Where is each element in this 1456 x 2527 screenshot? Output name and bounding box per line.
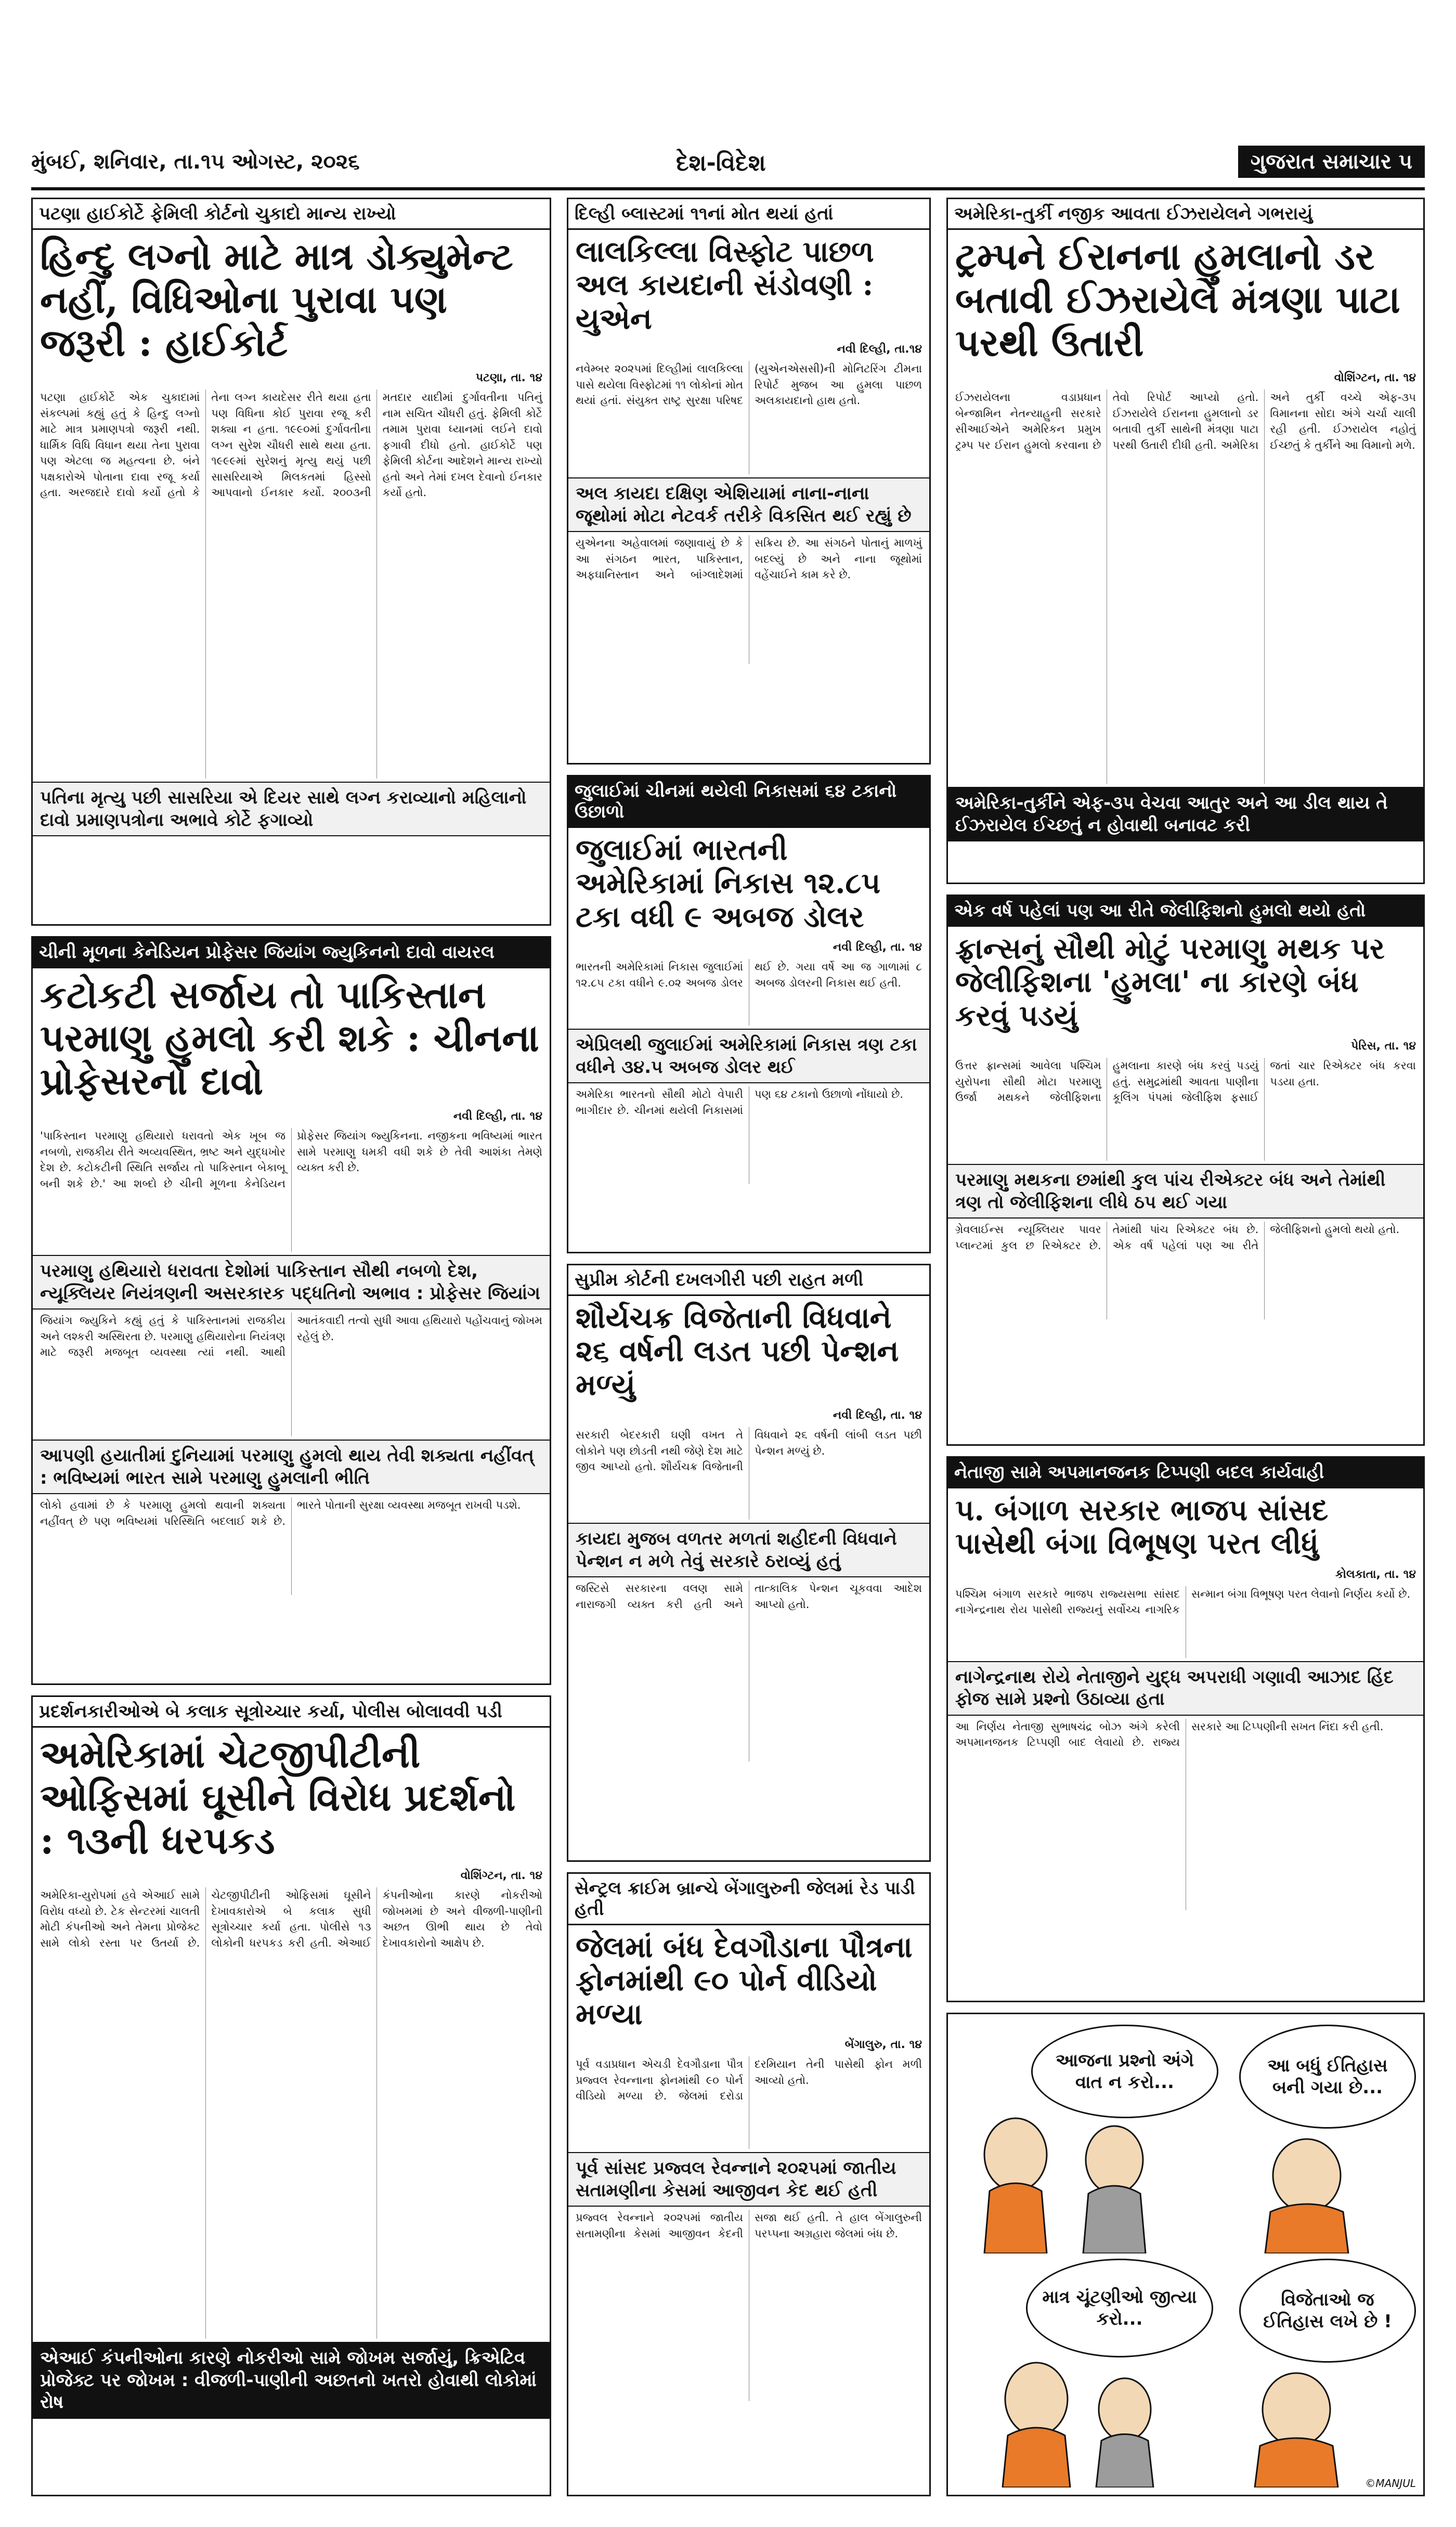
story-chatgpt-protest xyxy=(31,1695,551,2496)
story-bengal-award xyxy=(946,1456,1425,2002)
story-body: પૂર્વ વડાપ્રધાન એચડી દેવગૌડાના પૌત્ર પ્રજ્વલ રેવન્નાના ફોનમાંથી ૯૦ પોર્ન વીડિયો મળ્યા છે. જેલમાં દરોડા દરમિયાન તેની પાસેથી ફોન મળી આવ્યો હતો. xyxy=(576,2058,922,2103)
story-france-jellyfish xyxy=(946,895,1425,1446)
story-israel-trump xyxy=(946,198,1425,884)
story-dateline: વોશિંગ્ટન, તા. ૧૪ xyxy=(1334,371,1416,385)
speech-bubble: માત્ર ચૂંટણીઓ જીત્યા કરો... xyxy=(1026,2259,1213,2357)
story-kicker: જુલાઈમાં ચીનમાં થયેલી નિકાસમાં ૬૪ ટકાનો ઉછાળો xyxy=(568,776,929,828)
masthead xyxy=(31,146,1425,182)
editorial-cartoon xyxy=(946,2013,1425,2496)
story-headline: જેલમાં બંધ દેવગૌડાના પૌત્રના ફોનમાંથી ૯૦ પોર્ન વીડિયો મળ્યા xyxy=(576,1930,913,2031)
story-dateline: બેંગાલુરુ, તા. ૧૪ xyxy=(844,2038,922,2052)
story-headline: લાલકિલ્લા વિસ્ફોટ પાછળ અલ કાયદાની સંડોવણી : યુએન xyxy=(576,235,874,336)
story-shaurya-chakra xyxy=(567,1264,931,1862)
story-body-2: જસ્ટિસે સરકારના વલણ સામે નારાજગી વ્યક્ત કરી હતી અને તાત્કાલિક પેન્શન ચૂકવવા આદેશ આપ્યો હતો. xyxy=(576,1582,922,1611)
story-body-2: પ્રજ્વલ રેવન્નાને ૨૦૨૫માં જાતીય સતામણીના કેસમાં આજીવન કેદની સજા થઈ હતી. તે હાલ બેંગાલુરુની પરપ્પના અગ્રહારા જેલમાં બંધ છે. xyxy=(576,2211,922,2240)
section-title: દેશ-વિદેશ xyxy=(676,150,766,176)
cartoon-figure-bottom-right xyxy=(1192,2368,1411,2487)
story-devegowda-grandson xyxy=(567,1872,931,2496)
story-body: પશ્ચિમ બંગાળ સરકારે ભાજપ રાજ્યસભા સાંસદ નાગેન્દ્રનાથ રોય પાસેથી રાજ્યનું સર્વોચ્ચ નાગરિક સન્માન બંગા વિભૂષણ પરત લેવાનો નિર્ણય કર્યો છે. xyxy=(955,1587,1411,1616)
story-dateline: નવી દિલ્હી, તા.૧૪ xyxy=(837,343,922,356)
story-body: નવેમ્બર ૨૦૨૫માં દિલ્હીમાં લાલકિલ્લા પાસે થયેલા વિસ્ફોટમાં ૧૧ લોકોનાં મોત થયાં હતાં. સંયુક્ત રાષ્ટ્ર સુરક્ષા પરિષદ (યુએનએસસી)ની મોનિટરિંગ ટીમના રિપોર્ટ મુજબ આ હુમલા પાછળ અલકાયદાનો હાથ હતો. xyxy=(576,362,922,407)
cartoon-figure-top-right xyxy=(1192,2134,1411,2253)
story-subhead: એઆઈ કંપનીઓના કારણે નોકરીઓ સામે જોખમ સર્જાયું, ક્રિએટિવ પ્રોજેક્ટ પર જોખમ : વીજળી-પાણીની અછતનો ખતરો હોવાથી લોકોમાં રોષ xyxy=(33,2342,550,2419)
story-body: અમેરિકા-યુરોપમાં હવે એઆઈ સામે વિરોધ વધ્યો છે. ટેક સેન્ટરમાં ચાલતી મોટી કંપનીઓ અને તેમના પ્રોજેક્ટ સામે લોકો રસ્તા પર ઉતર્યા છે. ચેટજીપીટીની ઓફિસમાં ઘૂસીને દેખાવકારોએ બે કલાક સુધી સૂત્રોચ્ચાર કર્યા હતા. પોલીસે ૧૩ લોકોની ધરપકડ કરી હતી. એઆઈ કંપનીઓના કારણે નોકરીઓ જોખમમાં છે અને વીજળી-પાણીની અછત ઊભી થાય છે તેવો દેખાવકારોનો આક્ષેપ છે. xyxy=(40,1889,542,1949)
story-headline: શૌર્યચક્ર વિજેતાની વિધવાને ૨૬ વર્ષની લડત પછી પેન્શન મળ્યું xyxy=(576,1301,899,1402)
story-kicker: અમેરિકા-તુર્કી નજીક આવતા ઈઝરાયેલને ગભરાયું xyxy=(948,199,1423,230)
story-body-2: આ નિર્ણય નેતાજી સુભાષચંદ્ર બોઝ અંગે કરેલી અપમાનજનક ટિપ્પણી બાદ લેવાયો છે. રાજ્ય સરકારે આ ટિપ્પણીની સખત નિંદા કરી હતી. xyxy=(955,1720,1384,1749)
story-body-2: ગ્રેવલાઈન્સ ન્યૂક્લિયર પાવર પ્લાન્ટમાં કુલ છ રિએક્ટર છે. તેમાંથી પાંચ રિએક્ટર બંધ છે. એક વર્ષ પહેલાં પણ આ રીતે જેલીફિશનો હુમલો થયો હતો. xyxy=(955,1223,1400,1252)
story-patna-court xyxy=(31,198,551,926)
story-us-exports xyxy=(567,775,931,1253)
story-dateline: કોલકાતા, તા. ૧૪ xyxy=(1335,1567,1416,1581)
cartoon-figures-top-left xyxy=(958,2108,1177,2253)
story-dateline: નવી દિલ્હી, તા. ૧૪ xyxy=(833,1409,922,1422)
story-dateline: નવી દિલ્હી, તા. ૧૪ xyxy=(453,1110,542,1123)
top-rule xyxy=(31,187,1425,190)
story-body: 'પાકિસ્તાન પરમાણુ હથિયારો ધરાવતો એક ખૂબ જ નબળો, રાજકીય રીતે અવ્યવસ્થિત, ભ્રષ્ટ અને યુદ્ધખોર દેશ છે. કટોકટીની સ્થિતિ સર્જાય તો પાકિસ્તાન બેકાબૂ બની શકે છે.' આ શબ્દો છે ચીની મૂળના કેનેડિયન પ્રોફેસર જિયાંગ જ્યુકિનના. નજીકના ભવિષ્યમાં ભારત સામે પરમાણુ ધમકી વધી શકે છે તેવી આશંકા તેમણે વ્યક્ત કરી છે. xyxy=(40,1130,542,1190)
issue-date: મુંબઈ, શનિવાર, તા.૧૫ ઓગસ્ટ, ૨૦૨૬ xyxy=(31,150,360,174)
story-subhead: નાગેન્દ્રનાથ રોયે નેતાજીને યુદ્ધ અપરાધી ગણાવી આઝાદ હિંદ ફોજ સામે પ્રશ્નો ઉઠાવ્યા હતા xyxy=(948,1661,1423,1716)
story-dateline: વોશિંગ્ટન, તા. ૧૪ xyxy=(460,1869,542,1883)
story-headline: પ. બંગાળ સરકાર ભાજપ સાંસદ પાસેથી બંગા વિભૂષણ પરત લીધું xyxy=(955,1493,1329,1561)
story-subhead: પૂર્વ સાંસદ પ્રજ્વલ રેવન્નાને ૨૦૨૫માં જાતીય સતામણીના કેસમાં આજીવન કેદ થઈ હતી xyxy=(568,2152,929,2207)
story-subhead: અમેરિકા-તુર્કીને એફ-૩૫ વેચવા આતુર અને આ ડીલ થાય તે ઈઝરાયેલ ઈચ્છતું ન હોવાથી બનાવટ કરી xyxy=(948,787,1423,841)
cartoonist-signature: ©MANJUL xyxy=(1365,2477,1416,2490)
story-kicker: સુપ્રીમ કોર્ટની દખલગીરી પછી રાહત મળી xyxy=(568,1265,929,1296)
story-pakistan-nuclear xyxy=(31,936,551,1685)
story-body: સરકારી બેદરકારી ઘણી વખત તે લોકોને પણ છોડતી નથી જેણે દેશ માટે જીવ આપ્યો હતો. શૌર્યચક્ર વિજેતાની વિધવાને ૨૬ વર્ષની લાંબી લડત પછી પેન્શન મળ્યું છે. xyxy=(576,1429,922,1473)
story-body-3: લોકો હવામાં છે કે પરમાણુ હુમલો થવાની શક્યતા નહીંવત્ છે પણ ભવિષ્યમાં પરિસ્થિતિ બદલાઈ શકે છે. ભારતે પોતાની સુરક્ષા વ્યવસ્થા મજબૂત રાખવી પડશે. xyxy=(40,1499,521,1527)
story-subhead: અલ કાયદા દક્ષિણ એશિયામાં નાના-નાના જૂથોમાં મોટા નેટવર્ક તરીકે વિકસિત થઈ રહ્યું છે xyxy=(568,477,929,532)
story-body: ઉત્તર ફ્રાન્સમાં આવેલા પશ્ચિમ યુરોપના સૌથી મોટા પરમાણુ ઉર્જા મથકને જેલીફિશના હુમલાના કારણે બંધ કરવું પડયું હતું. સમુદ્રમાંથી આવતા પાણીના કૂલિંગ પંપમાં જેલીફિશ ફસાઈ જતાં ચાર રિએક્ટર બંધ કરવા પડયા હતા. xyxy=(955,1059,1416,1104)
story-headline: કટોકટી સર્જાય તો પાકિસ્તાન પરમાણુ હુમલો કરી શકે : ચીનના પ્રોફેસરનો દાવો xyxy=(40,973,539,1103)
story-subhead: કાયદા મુજબ વળતર મળતાં શહીદની વિધવાને પેન્શન ન મળે તેવું સરકારે ઠરાવ્યું હતું xyxy=(568,1523,929,1577)
speech-bubble: વિજેતાઓ જ ઈતિહાસ લખે છે ! xyxy=(1239,2259,1416,2363)
story-kicker: પટણા હાઈકોર્ટે ફેમિલી કોર્ટનો ચુકાદો માન્ય રાખ્યો xyxy=(33,199,550,230)
story-kicker: એક વર્ષ પહેલાં પણ આ રીતે જેલીફિશનો હુમલો થયો હતો xyxy=(948,896,1423,927)
story-body: ઈઝરાયેલના વડાપ્રધાન બેન્જામિન નેતન્યાહુની સરકારે સીઆઈએને અમેરિકન પ્રમુખ ટ્રમ્પ પર ઈરાન હુમલો કરવાના છે તેવો રિપોર્ટ આપ્યો હતો. ઈઝરાયેલે ઈરાનના હુમલાનો ડર બતાવી તુર્કી સાથેની મંત્રણા પાટા પરથી ઉતારી દીધી હતી. અમેરિકા અને તુર્કી વચ્ચે એફ-૩૫ વિમાનના સોદા અંગે ચર્ચા ચાલી રહી હતી. ઈઝરાયેલ નહોતું ઈચ્છતું કે તુર્કીને આ વિમાનો મળે. xyxy=(955,391,1416,451)
story-headline: ટ્રમ્પને ઈરાનના હુમલાનો ડર બતાવી ઈઝરાયેલે મંત્રણા પાટા પરથી ઉતારી xyxy=(955,234,1400,365)
cartoon-figures-bottom-left xyxy=(958,2352,1177,2487)
story-kicker: નેતાજી સામે અપમાનજનક ટિપ્પણી બદલ કાર્યવાહી xyxy=(948,1458,1423,1488)
story-subhead: પરમાણુ મથકના છમાંથી કુલ પાંચ રીએક્ટર બંધ અને તેમાંથી ત્રણ તો જેલીફિશના લીધે ઠપ થઈ ગયા xyxy=(948,1164,1423,1219)
story-subhead: એપ્રિલથી જુલાઈમાં અમેરિકામાં નિકાસ ત્રણ ટકા વધીને ૩૪.૫ અબજ ડોલર થઈ xyxy=(568,1029,929,1083)
story-headline: જુલાઈમાં ભારતની અમેરિકામાં નિકાસ ૧૨.૮૫ ટકા વધી ૯ અબજ ડોલર xyxy=(576,833,881,934)
story-subhead-2: આપણી હયાતીમાં દુનિયામાં પરમાણુ હુમલો થાય તેવી શક્યતા નહીંવત્ : ભવિષ્યમાં ભારત સામે પરમાણુ હુમલાની ભીતિ xyxy=(33,1440,550,1494)
story-kicker: ચીની મૂળના કેનેડિયન પ્રોફેસર જિયાંગ જ્યુકિનનો દાવો વાયરલ xyxy=(33,938,550,968)
story-body-2: અમેરિકા ભારતનો સૌથી મોટો વેપારી ભાગીદાર છે. ચીનમાં થયેલી નિકાસમાં પણ ૬૪ ટકાનો ઉછાળો નોંધાયો છે. xyxy=(576,1088,904,1117)
story-body-2: જિયાંગ જ્યુકિને કહ્યું હતું કે પાકિસ્તાનમાં રાજકીય અને લશ્કરી અસ્થિરતા છે. પરમાણુ હથિયારોના નિયંત્રણ માટે જરૂરી મજબૂત વ્યવસ્થા ત્યાં નથી. આથી આતંકવાદી તત્વો સુધી આવા હથિયારો પહોંચવાનું જોખમ રહેલું છે. xyxy=(40,1314,542,1359)
story-dateline: પેરિસ, તા. ૧૪ xyxy=(1351,1040,1416,1053)
story-dateline: પટણા, તા. ૧૪ xyxy=(475,371,542,385)
story-red-fort-blast xyxy=(567,198,931,764)
story-kicker: દિલ્હી બ્લાસ્ટમાં ૧૧નાં મોત થયાં હતાં xyxy=(568,199,929,230)
story-headline: ફ્રાન્સનું સૌથી મોટું પરમાણુ મથક પર જેલીફિશના 'હુમલા' ના કારણે બંધ કરવું પડયું xyxy=(955,931,1385,1033)
speech-bubble: આજના પ્રશ્નો અંગે વાત ન કરો... xyxy=(1031,2025,1218,2118)
story-kicker: પ્રદર્શનકારીઓએ બે કલાક સૂત્રોચ્ચાર કર્યા, પોલીસ બોલાવવી પડી xyxy=(33,1697,550,1728)
story-body: પટણા હાઈકોર્ટે એક ચુકાદામાં સંકલ્પમાં કહ્યું હતું કે હિન્દુ લગ્નો માટે માત્ર પ્રમાણપત્રો જરૂરી નથી. ધાર્મિક વિધિ વિધાન થયા તેના પુરાવા પણ એટલા જ મહત્વના છે. બંને પક્ષકારોએ પોતાના દાવા રજૂ કર્યા હતા. અરજદારે દાવો કર્યો હતો કે તેના લગ્ન કાયદેસર રીતે થયા હતા પણ વિધિના કોઈ પુરાવા રજૂ કરી શક્યા ન હતા. ૧૯૯૦માં દુર્ગાવતીના લગ્ન સુરેશ ચૌધરી સાથે થયા હતા. ૧૯૯૯માં સુરેશનું મૃત્યુ થયું પછી સાસરિયાએ મિલકતમાં હિસ્સો આપવાનો ઈનકાર કર્યો. ૨૦૦૩ની મતદાર યાદીમાં દુર્ગાવતીના પતિનું નામ સચિત ચૌધરી હતું. ફેમિલી કોર્ટે તમામ પુરાવા ધ્યાનમાં લઈને દાવો ફગાવી દીધો હતો. હાઈકોર્ટે પણ ફેમિલી કોર્ટના આદેશને માન્ય રાખ્યો હતો અને તેમાં દખલ દેવાનો ઈનકાર કર્યો હતો. xyxy=(40,391,542,499)
story-headline: અમેરિકામાં ચેટજીપીટીની ઓફિસમાં ઘૂસીને વિરોધ પ્રદર્શનો : ૧૩ની ધરપકડ xyxy=(40,1732,516,1862)
story-body: ભારતની અમેરિકામાં નિકાસ જુલાઈમાં ૧૨.૮૫ ટકા વધીને ૯.૦૨ અબજ ડોલર થઈ છે. ગયા વર્ષે આ જ ગાળામાં ૮ અબજ ડોલરની નિકાસ થઈ હતી. xyxy=(576,961,922,989)
newspaper-name: ગુજરાત સમાચાર ૫ xyxy=(1238,146,1425,178)
story-kicker: સેન્ટ્રલ ક્રાઈમ બ્રાન્ચે બેંગાલુરુની જેલમાં રેડ પાડી હતી xyxy=(568,1874,929,1925)
story-subhead: પરમાણુ હથિયારો ધરાવતા દેશોમાં પાકિસ્તાન સૌથી નબળો દેશ, ન્યૂક્લિયર નિયંત્રણની અસરકારક પદ્ધતિનો અભાવ : પ્રોફેસર જિયાંગ xyxy=(33,1255,550,1310)
story-dateline: નવી દિલ્હી, તા. ૧૪ xyxy=(833,941,922,954)
story-headline: હિન્દુ લગ્નો માટે માત્ર ડોક્યુમેન્ટ નહીં, વિધિઓના પુરાવા પણ જરૂરી : હાઈકોર્ટ xyxy=(40,234,513,365)
speech-bubble: આ બધું ઈતિહાસ બની ગયા છે... xyxy=(1239,2025,1416,2129)
story-body-2: યુએનના અહેવાલમાં જણાવાયું છે કે આ સંગઠન ભારત, પાકિસ્તાન, અફઘાનિસ્તાન અને બાંગ્લાદેશમાં સક્રિય છે. આ સંગઠને પોતાનું માળખું બદલ્યું છે અને નાના જૂથોમાં વહેંચાઈને કામ કરે છે. xyxy=(576,537,922,581)
story-subhead: પતિના મૃત્યુ પછી સાસરિયા એ દિયર સાથે લગ્ન કરાવ્યાનો મહિલાનો દાવો પ્રમાણપત્રોના અભાવે કોર્ટે ફગાવ્યો xyxy=(33,782,550,836)
